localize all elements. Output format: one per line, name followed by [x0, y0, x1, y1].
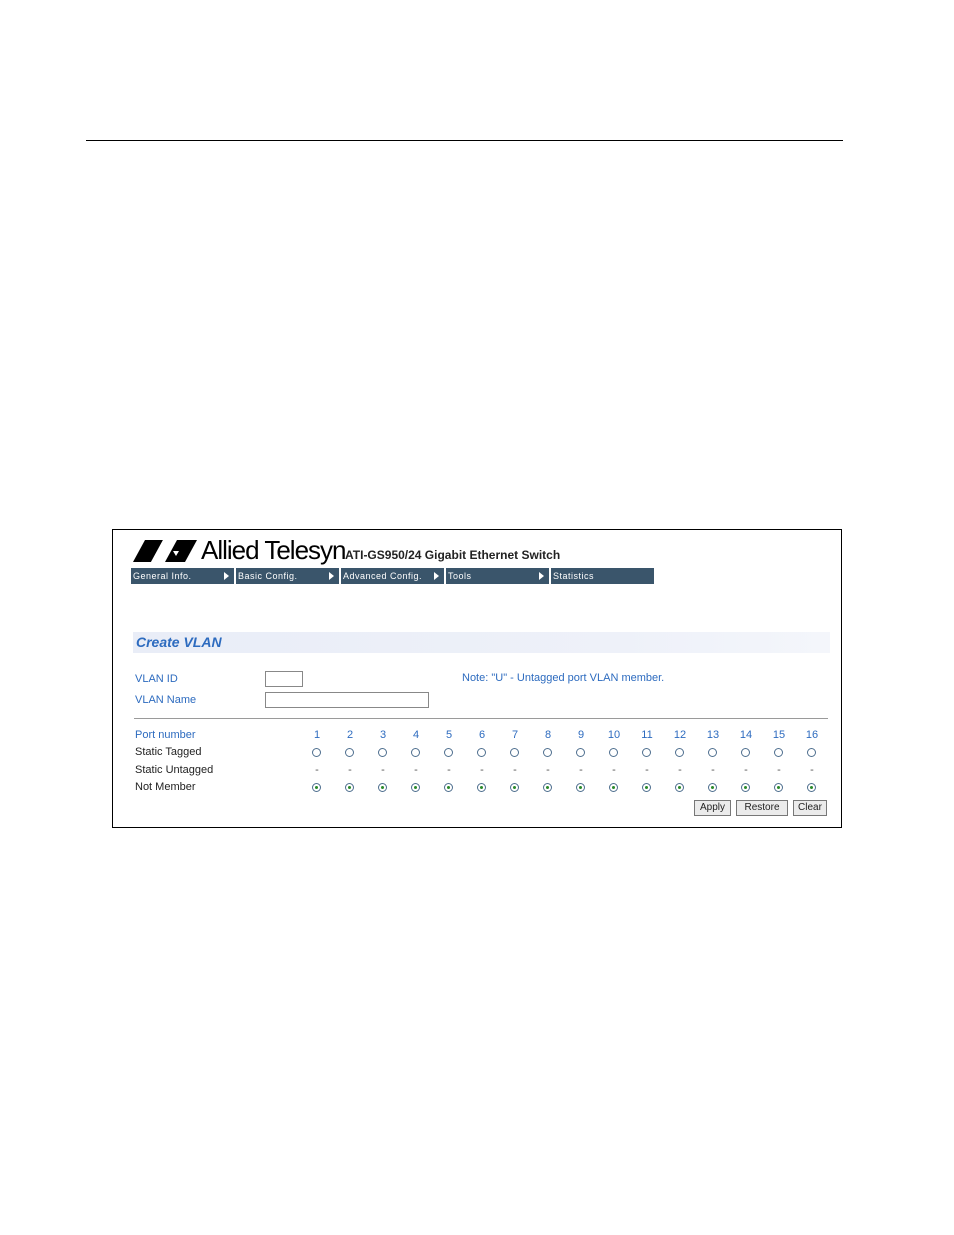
form-divider: [134, 718, 828, 719]
not-member-radio[interactable]: [576, 783, 585, 792]
not-member-radio[interactable]: [609, 783, 618, 792]
not-member-radio[interactable]: [708, 783, 717, 792]
main-nav: [131, 568, 654, 584]
port-number: 6: [478, 729, 486, 741]
brand-name: Allied Telesyn: [201, 535, 346, 565]
static-tagged-radio[interactable]: [642, 748, 651, 757]
port-number: 15: [772, 729, 786, 741]
page-top-rule: [86, 140, 843, 141]
port-number: 14: [739, 729, 753, 741]
not-member-radio[interactable]: [411, 783, 420, 792]
not-member-radio[interactable]: [741, 783, 750, 792]
vlan-name-label: VLAN Name: [135, 694, 197, 706]
arrow-right-icon: [224, 572, 229, 580]
static-untagged-placeholder: -: [810, 764, 814, 776]
port-number: 10: [607, 729, 621, 741]
static-untagged-placeholder: -: [645, 764, 649, 776]
port-number: 9: [577, 729, 585, 741]
static-untagged-label: Static Untagged: [135, 764, 214, 776]
port-number: 5: [445, 729, 453, 741]
static-tagged-radio[interactable]: [411, 748, 420, 757]
nav-tools[interactable]: [446, 568, 549, 584]
static-untagged-placeholder: -: [546, 764, 550, 776]
static-untagged-placeholder: -: [579, 764, 583, 776]
static-untagged-placeholder: -: [744, 764, 748, 776]
restore-button[interactable]: Restore: [736, 800, 788, 816]
port-number: 7: [511, 729, 519, 741]
static-untagged-placeholder: -: [480, 764, 484, 776]
not-member-radio[interactable]: [543, 783, 552, 792]
arrow-right-icon: [329, 572, 334, 580]
allied-telesyn-logo-icon: [133, 540, 197, 562]
static-tagged-radio[interactable]: [609, 748, 618, 757]
nav-label: Advanced Config.: [343, 571, 423, 581]
vlan-id-label: VLAN ID: [135, 673, 178, 685]
nav-label: Tools: [448, 571, 472, 581]
nav-basic-config[interactable]: [236, 568, 339, 584]
not-member-radio[interactable]: [774, 783, 783, 792]
vlan-name-input[interactable]: [265, 692, 429, 708]
port-number: 4: [412, 729, 420, 741]
arrow-right-icon: [434, 572, 439, 580]
static-tagged-radio[interactable]: [807, 748, 816, 757]
static-tagged-radio[interactable]: [708, 748, 717, 757]
nav-label: General Info.: [133, 571, 192, 581]
port-number: 3: [379, 729, 387, 741]
nav-label: Basic Config.: [238, 571, 298, 581]
static-untagged-placeholder: -: [381, 764, 385, 776]
vlan-id-input[interactable]: [265, 671, 303, 687]
static-untagged-placeholder: -: [513, 764, 517, 776]
port-number-label: Port number: [135, 729, 196, 741]
not-member-radio[interactable]: [510, 783, 519, 792]
port-number: 13: [706, 729, 720, 741]
static-untagged-placeholder: -: [348, 764, 352, 776]
not-member-radio[interactable]: [345, 783, 354, 792]
apply-button[interactable]: Apply: [694, 800, 731, 816]
port-number: 12: [673, 729, 687, 741]
static-tagged-radio[interactable]: [576, 748, 585, 757]
untagged-note: Note: "U" - Untagged port VLAN member.: [462, 672, 665, 684]
static-tagged-radio[interactable]: [543, 748, 552, 757]
port-number: 1: [313, 729, 321, 741]
not-member-radio[interactable]: [807, 783, 816, 792]
product-name: ATI-GS950/24 Gigabit Ethernet Switch: [345, 548, 561, 562]
arrow-right-icon: [539, 572, 544, 580]
not-member-radio[interactable]: [312, 783, 321, 792]
static-untagged-placeholder: -: [678, 764, 682, 776]
static-tagged-radio[interactable]: [510, 748, 519, 757]
clear-button[interactable]: Clear: [793, 800, 827, 816]
nav-advanced-config[interactable]: [341, 568, 444, 584]
static-tagged-radio[interactable]: [741, 748, 750, 757]
not-member-radio[interactable]: [675, 783, 684, 792]
static-untagged-placeholder: -: [315, 764, 319, 776]
static-tagged-radio[interactable]: [312, 748, 321, 757]
port-number: 2: [346, 729, 354, 741]
section-title: Create VLAN: [133, 632, 830, 653]
static-untagged-placeholder: -: [414, 764, 418, 776]
not-member-radio[interactable]: [642, 783, 651, 792]
screenshot-frame: [112, 529, 842, 828]
port-number: 16: [805, 729, 819, 741]
not-member-radio[interactable]: [444, 783, 453, 792]
static-untagged-placeholder: -: [777, 764, 781, 776]
static-untagged-placeholder: -: [612, 764, 616, 776]
static-tagged-radio[interactable]: [378, 748, 387, 757]
nav-general-info[interactable]: [131, 568, 234, 584]
not-member-label: Not Member: [135, 781, 196, 793]
static-tagged-radio[interactable]: [444, 748, 453, 757]
nav-statistics[interactable]: [551, 568, 654, 584]
static-tagged-radio[interactable]: [774, 748, 783, 757]
port-number: 11: [641, 729, 653, 741]
not-member-radio[interactable]: [477, 783, 486, 792]
not-member-radio[interactable]: [378, 783, 387, 792]
static-tagged-radio[interactable]: [477, 748, 486, 757]
static-tagged-label: Static Tagged: [135, 746, 202, 758]
static-tagged-radio[interactable]: [675, 748, 684, 757]
static-untagged-placeholder: -: [711, 764, 715, 776]
port-number: 8: [544, 729, 552, 741]
static-tagged-radio[interactable]: [345, 748, 354, 757]
nav-label: Statistics: [553, 571, 595, 581]
static-untagged-placeholder: -: [447, 764, 451, 776]
